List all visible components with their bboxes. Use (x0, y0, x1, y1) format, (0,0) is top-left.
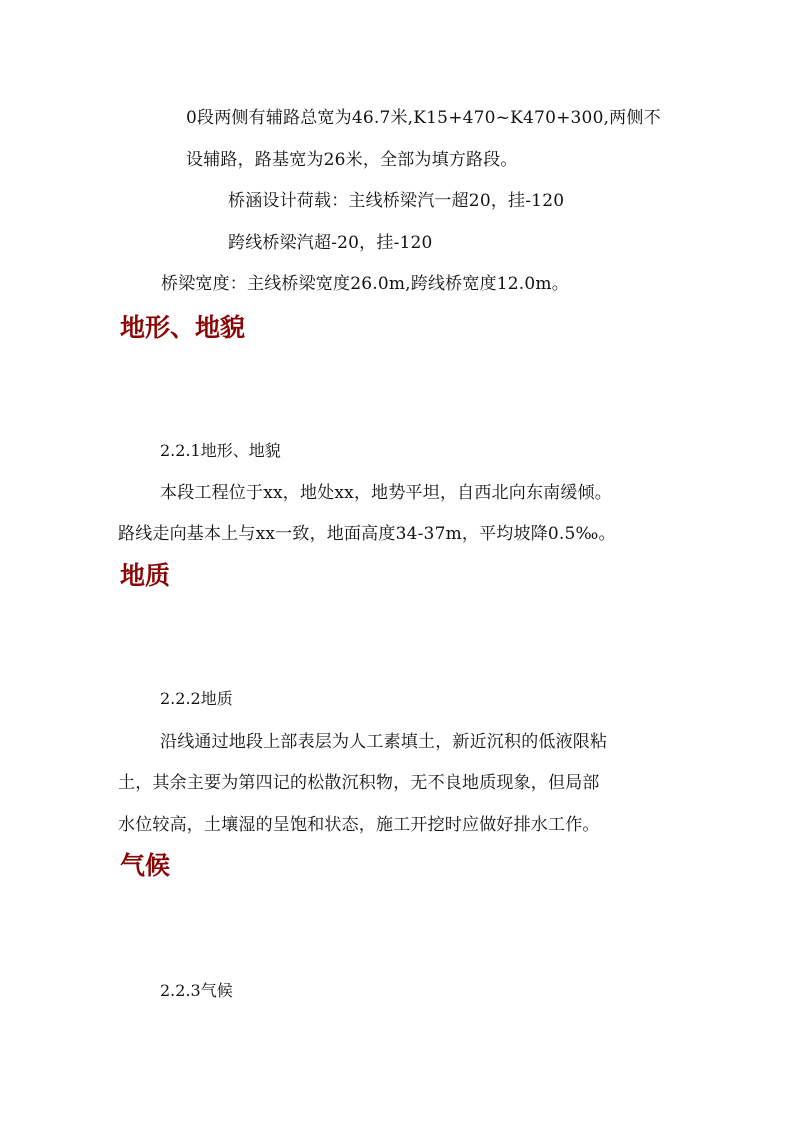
section-heading-climate: 气候 (120, 851, 171, 880)
intro-line-2: 设辅路，路基宽为26米，全部为填方路段。 (186, 150, 518, 170)
bridge-load-line-1: 桥涵设计荷载：主线桥梁汽一超20，挂-120 (228, 191, 565, 211)
terrain-paragraph-line-1: 本段工程位于xx，地处xx，地势平坦，自西北向东南缓倾。 (160, 483, 612, 503)
section-heading-geology: 地质 (120, 561, 171, 590)
bridge-width-line: 桥梁宽度：主线桥梁宽度26.0m,跨线桥宽度12.0m。 (161, 274, 569, 294)
geology-paragraph-line-3: 水位较高，土壤湿的呈饱和状态，施工开挖时应做好排水工作。 (118, 815, 600, 835)
geology-paragraph-line-1: 沿线通过地段上部表层为人工素填土，新近沉积的低液限粘 (160, 732, 608, 752)
section-heading-terrain: 地形、地貌 (120, 313, 246, 342)
intro-line-1: 0段两侧有辅路总宽为46.7米,K15+470~K470+300,两侧不 (186, 108, 661, 128)
bridge-load-line-2: 跨线桥梁汽超-20，挂-120 (228, 233, 433, 253)
section-subheading-geology: 2.2.2地质 (160, 689, 233, 708)
section-subheading-climate: 2.2.3气候 (160, 981, 233, 1000)
terrain-paragraph-line-2: 路线走向基本上与xx一致，地面高度34-37m，平均坡降0.5‰。 (118, 524, 616, 544)
section-subheading-terrain: 2.2.1地形、地貌 (160, 441, 281, 460)
geology-paragraph-line-2: 土，其余主要为第四记的松散沉积物，无不良地质现象，但局部 (118, 773, 600, 793)
